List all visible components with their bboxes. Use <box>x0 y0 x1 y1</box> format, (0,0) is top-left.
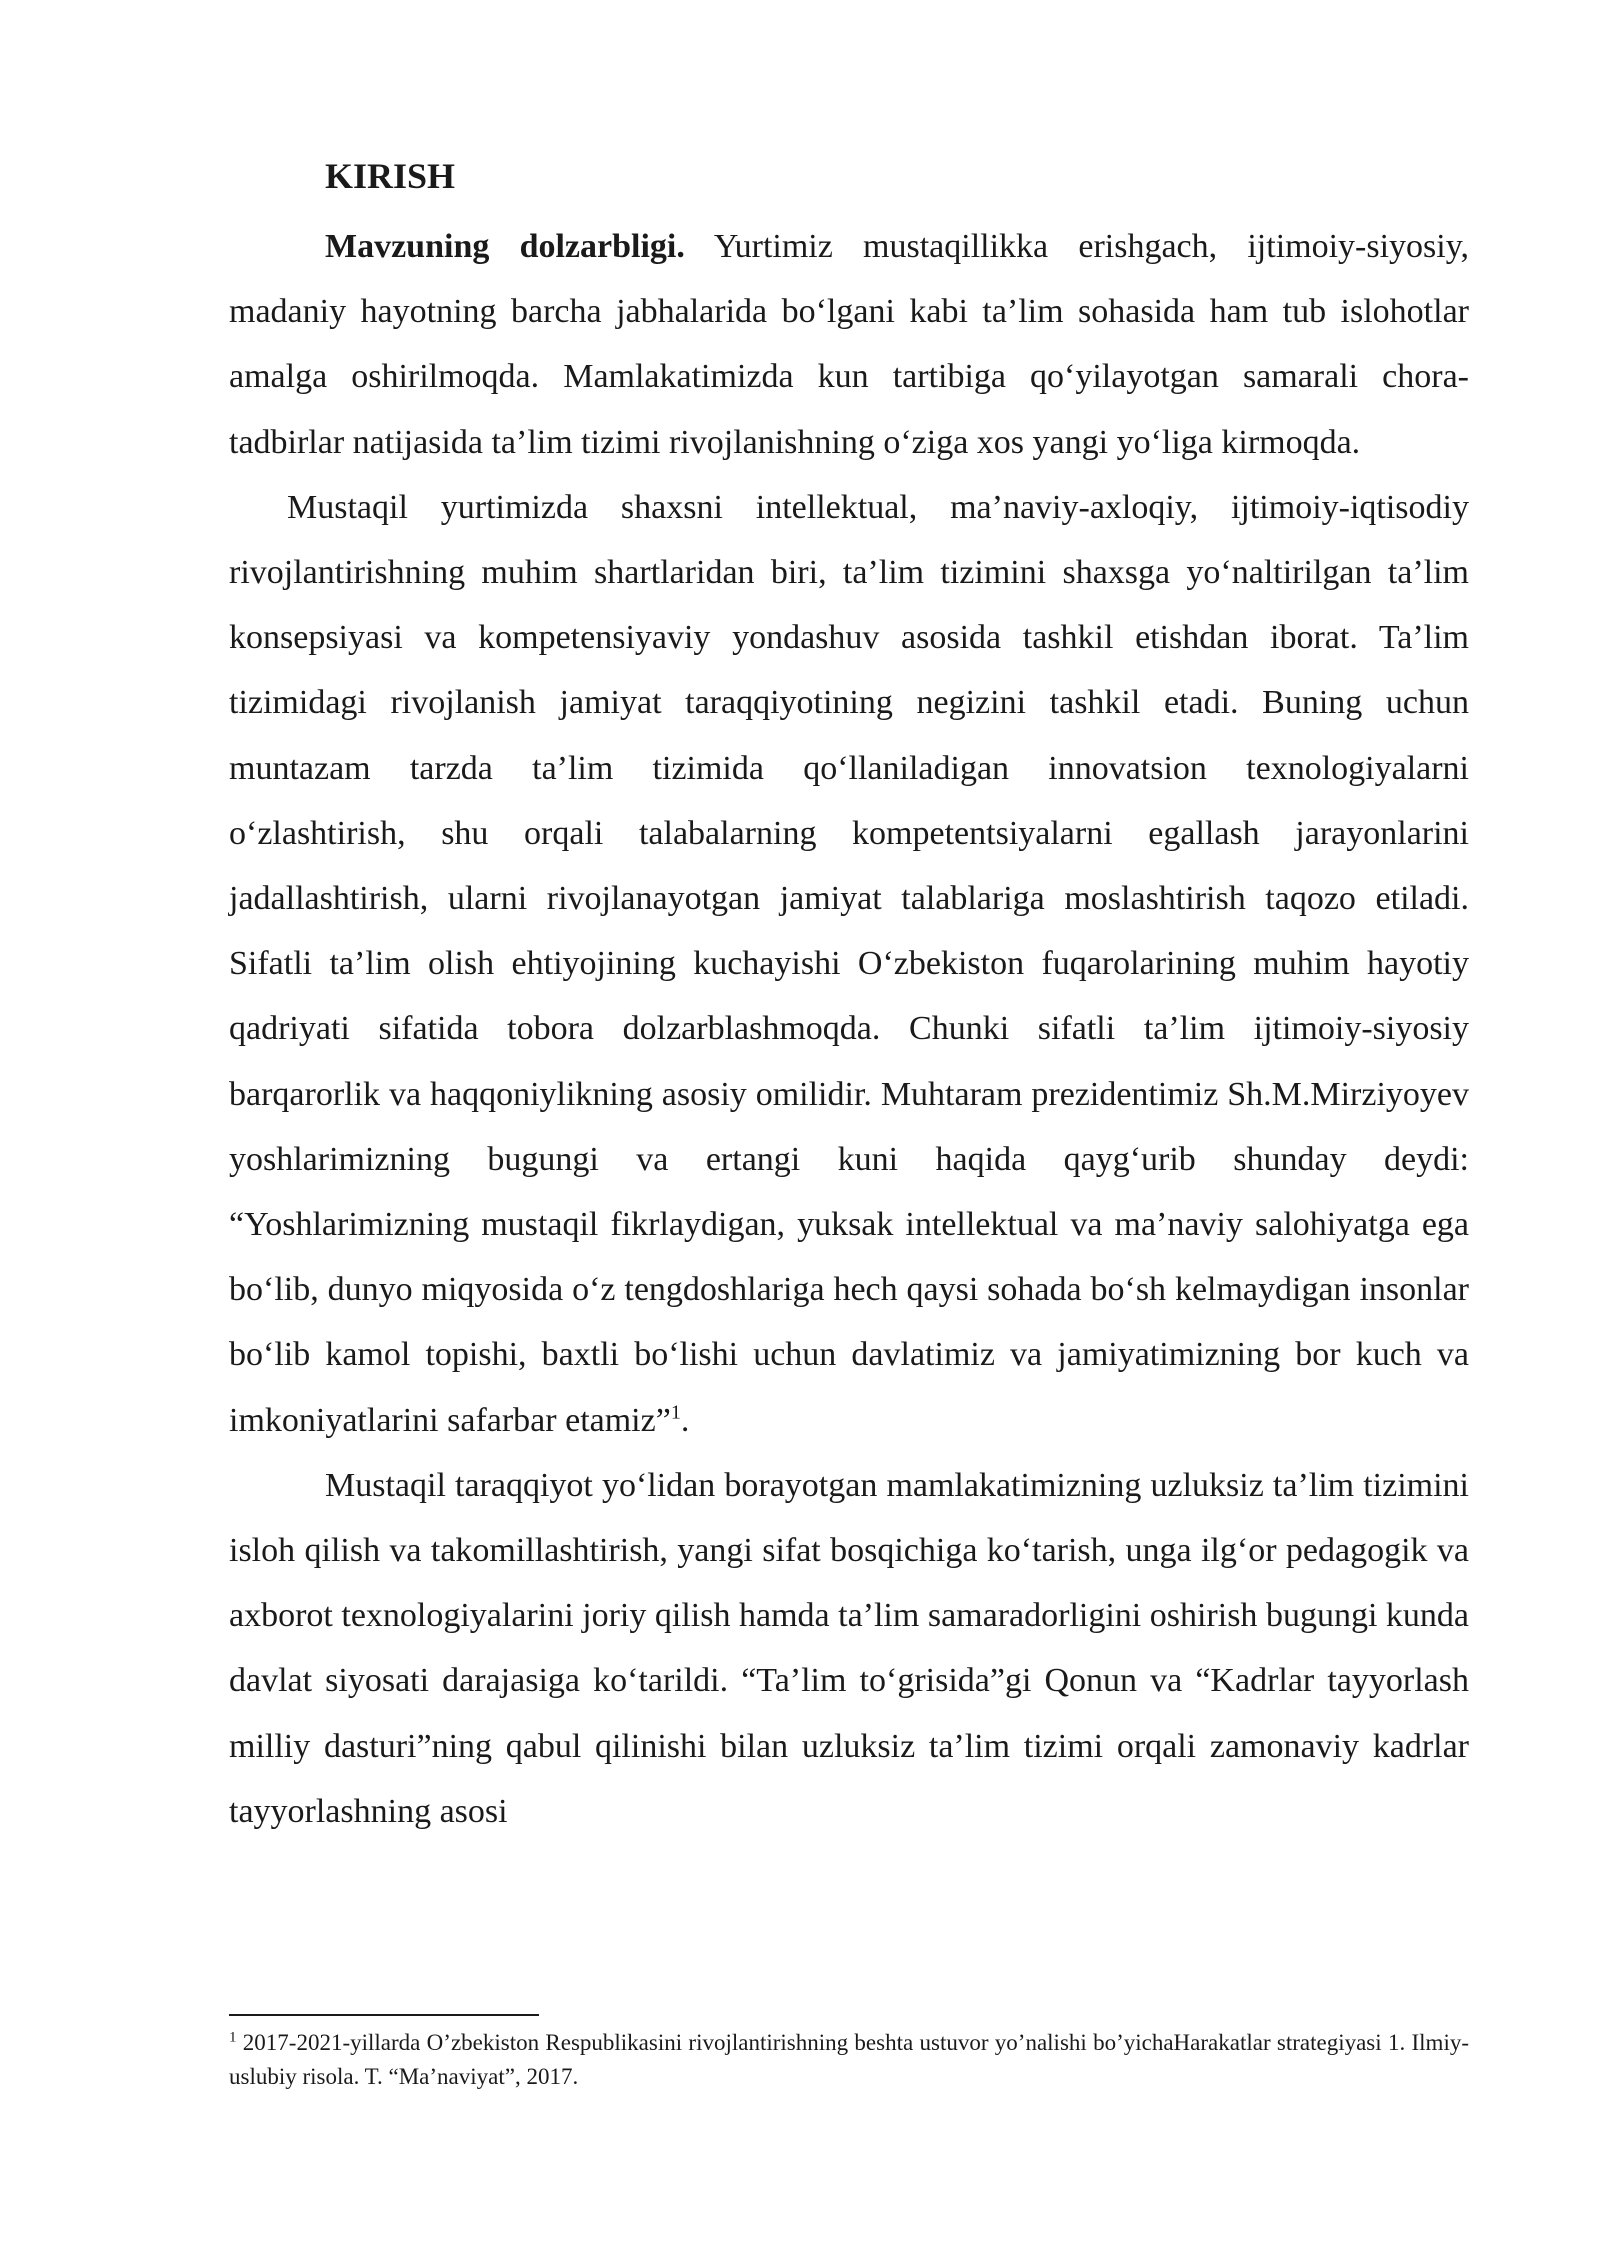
section-heading: KIRISH <box>325 156 456 196</box>
paragraph-text: Yurtimiz mustaqillikka erishgach, ijtimoiy-siyosiy, madaniy hayotning barcha jabhalarida bo‘lgani kabi ta’lim sohasida ham tub islohotlar amalga oshirilmoqda. Mamlakatimizda kun tartibiga qo‘yilayotgan samarali chora-tadbirlar natijasida ta’lim tizimi rivojlanishning o‘ziga xos yangi yo‘liga kirmoqda. <box>229 228 1470 461</box>
paragraph-end-punctuation: . <box>680 1401 690 1439</box>
paragraph-relevance <box>229 214 1469 475</box>
paragraph-lead-title: Mavzuning dolzarbligi. <box>325 228 685 265</box>
paragraph-text: Mustaqil yurtimizda shaxsni intellektual, ma’naviy-axloqiy, ijtimoiy-iqtisodiy rivojlantirishning muhim shartlaridan biri, ta’lim tizimini shaxsga yo‘naltirilgan ta’lim konsepsiyasi va kompetensiyaviy yondashuv asosida tashkil etishdan iborat. Ta’lim tizimidagi rivojlanish jamiyat taraqqiyotining negizini tashkil etadi. Buning uchun muntazam tarzda ta’lim tizimida qo‘llaniladigan innovatsion texnologiyalarni o‘zlashtirish, shu orqali talabalarning kompetentsiyalarni egallash jarayonlarini jadallashtirish, ularni rivojlanayotgan jamiyat talablariga moslashtirish taqozo etiladi. Sifatli ta’lim olish ehtiyojining kuchayishi O‘zbekiston fuqarolarining muhim hayotiy qadriyati sifatida tobora dolzarblashmoqda. Chunki sifatli ta’lim ijtimoiy-siyosiy barqarorlik va haqqoniylikning asosiy omilidir. Muhtaram prezidentimiz Sh.M.Mirziyoyev yoshlarimizning bugungi va ertangi kuni haqida qayg‘urib shunday deydi: “Yoshlarimizning mustaqil fikrlaydigan, yuksak intellektual va ma’naviy salohiyatga ega bo‘lib, dunyo miqyosida o‘z tengdoshlariga hech qaysi sohada bo‘sh kelmaydigan insonlar bo‘lib kamol topishi, baxtli bo‘lishi uchun davlatimiz va jamiyatimizning bor kuch va imkoniyatlarini safarbar etamiz” <box>229 488 1469 1439</box>
footnote-text: 2017-2021-yillarda O’zbekiston Respublikasini rivojlantirishning beshta ustuvor yo’nalishi bo’yichaHarakatlar strategiyasi 1. Ilmiy-uslubiy risola. T. “Ma’naviyat”, 2017. <box>229 2030 1469 2089</box>
paragraph-text: Mustaqil taraqqiyot yo‘lidan borayotgan mamlakatimizning uzluksiz ta’lim tizimini isloh qilish va takomillashtirish, yangi sifat bosqichiga ko‘tarish, unga ilg‘or pedagogik va axborot texnologiyalarini joriy qilish hamda ta’lim samaradorligini oshirish bugungi kunda davlat siyosati darajasiga ko‘tarildi. “Ta’lim to‘grisida”gi Qonun va “Kadrlar tayyorlash milliy dasturi”ning qabul qilinishi bilan uzluksiz ta’lim tizimi orqali zamonaviy kadrlar tayyorlashning asosi <box>229 1466 1469 1830</box>
paragraph-education-reform <box>229 1453 1469 1844</box>
document-body <box>229 148 1469 1844</box>
footnote <box>229 2026 1469 2094</box>
footnote-number: 1 <box>229 2029 237 2046</box>
paragraph-intellectual-development <box>229 475 1469 1453</box>
footnote-separator <box>229 2014 539 2016</box>
footnote-reference[interactable]: 1 <box>670 1401 681 1424</box>
